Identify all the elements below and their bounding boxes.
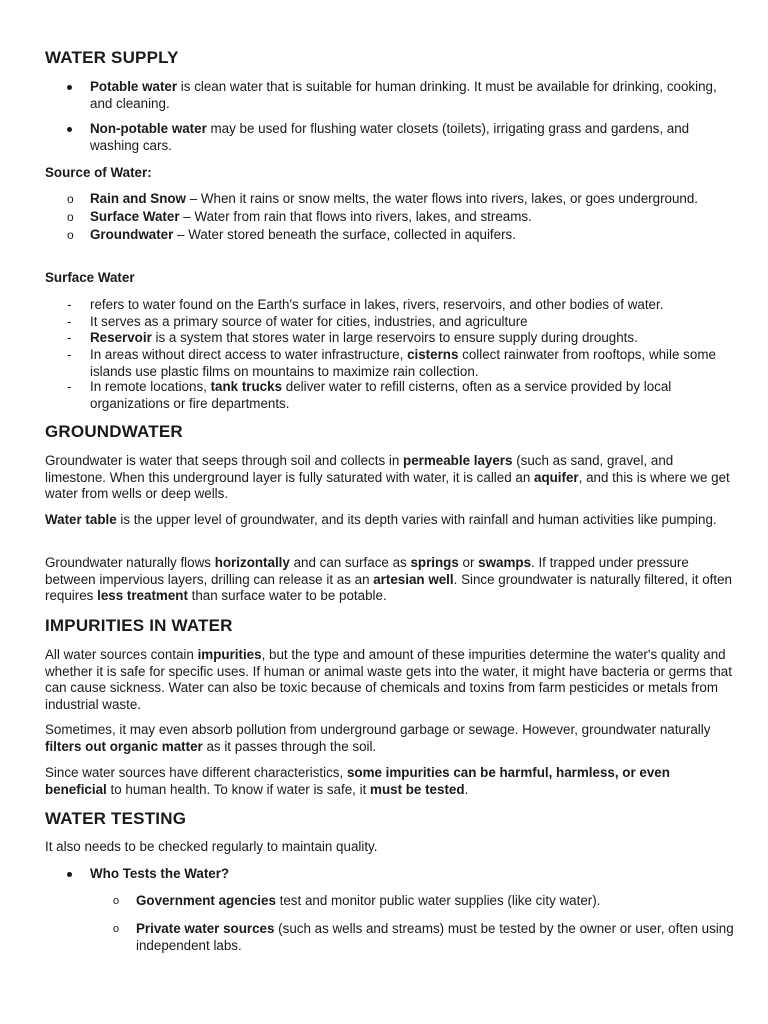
list-item-text: In areas without direct access to water infrastructure, cisterns collect rainwater from rooftops, while some islands use plastic films on mountains to maximize rain collection.	[90, 347, 716, 379]
dash-bullet-icon: -	[67, 314, 72, 329]
list-item-text: Government agencies test and monitor public water supplies (like city water).	[136, 893, 601, 908]
bullet-icon	[67, 127, 72, 132]
list-item-text: refers to water found on the Earth's surface in lakes, rivers, reservoirs, and other bodies of water.	[90, 297, 664, 312]
list-item	[45, 297, 735, 314]
circle-bullet-icon: o	[67, 228, 74, 242]
circle-bullet-icon: o	[67, 210, 74, 224]
source-of-water-label: Source of Water:	[45, 165, 152, 180]
list-item-text: Groundwater – Water stored beneath the surface, collected in aquifers.	[90, 227, 516, 242]
circle-bullet-icon: o	[67, 192, 74, 206]
list-item	[45, 330, 735, 347]
heading-water-supply: WATER SUPPLY	[45, 48, 179, 67]
list-item-text: Rain and Snow – When it rains or snow melts, the water flows into rivers, lakes, or goes underground.	[90, 191, 699, 206]
list-item	[45, 379, 735, 412]
dash-bullet-icon: -	[67, 347, 72, 362]
bullet-icon	[67, 872, 72, 877]
list-item	[45, 121, 735, 154]
paragraph: Water table is the upper level of groundwater, and its depth varies with rainfall and human activities like pumping.	[45, 512, 717, 527]
list-item-text: It serves as a primary source of water for cities, industries, and agriculture	[90, 314, 528, 329]
list-item-text: Private water sources (such as wells and streams) must be tested by the owner or user, often using independent labs.	[136, 921, 734, 953]
circle-bullet-icon: o	[113, 923, 120, 935]
dash-bullet-icon: -	[67, 379, 72, 394]
list-item	[45, 314, 735, 331]
paragraph: Groundwater naturally flows horizontally and can surface as springs or swamps. If trapped under pressure between impervious layers, drilling can release it as an artesian well. Since groundwater is naturally filtered, it often requires less treatment than surface water to be potable.	[45, 555, 732, 603]
heading-groundwater: GROUNDWATER	[45, 422, 183, 441]
list-item-text: Non-potable water may be used for flushing water closets (toilets), irrigating grass and gardens, and washing cars.	[90, 121, 690, 153]
list-item-text: Reservoir is a system that stores water in large reservoirs to ensure supply during droughts.	[90, 330, 638, 345]
list-item	[45, 209, 735, 226]
list-item	[45, 79, 735, 112]
paragraph: Sometimes, it may even absorb pollution from underground garbage or sewage. However, groundwater naturally filters out organic matter as it passes through the soil.	[45, 722, 711, 754]
dash-bullet-icon: -	[67, 330, 72, 345]
heading-surface-water: Surface Water	[45, 270, 135, 285]
list-item	[45, 227, 735, 244]
list-item-text: Surface Water – Water from rain that flows into rivers, lakes, and streams.	[90, 209, 532, 224]
list-item-text: In remote locations, tank trucks deliver water to refill cisterns, often as a service provided by local organizations or fire departments.	[90, 379, 672, 411]
list-item-text: Potable water is clean water that is suitable for human drinking. It must be available for drinking, cooking, and cleaning.	[90, 79, 717, 111]
paragraph: All water sources contain impurities, but the type and amount of these impurities determine the water's quality and whether it is safe for specific uses. If human or animal waste gets into the water, it might have bacteria or germs that can cause sickness. Water can also be toxic because of chemicals and toxins from farm pesticides or metals from industrial waste.	[45, 647, 732, 712]
dash-bullet-icon: -	[67, 297, 72, 312]
circle-bullet-icon: o	[113, 895, 120, 907]
list-item	[45, 921, 735, 954]
bullet-icon	[67, 85, 72, 90]
heading-impurities: IMPURITIES IN WATER	[45, 616, 233, 635]
list-item	[45, 191, 735, 208]
paragraph: Since water sources have different characteristics, some impurities can be harmful, harmless, or even beneficial to human health. To know if water is safe, it must be tested.	[45, 765, 670, 797]
list-item-text: Who Tests the Water?	[90, 866, 230, 881]
paragraph: It also needs to be checked regularly to maintain quality.	[45, 839, 378, 854]
paragraph: Groundwater is water that seeps through soil and collects in permeable layers (such as sand, gravel, and limestone. When this underground layer is fully saturated with water, it is called an aquifer, and this is where we get water from wells or deep wells.	[45, 453, 730, 501]
heading-water-testing: WATER TESTING	[45, 809, 187, 828]
list-item	[45, 866, 735, 883]
list-item	[45, 347, 735, 380]
list-item	[45, 893, 735, 910]
